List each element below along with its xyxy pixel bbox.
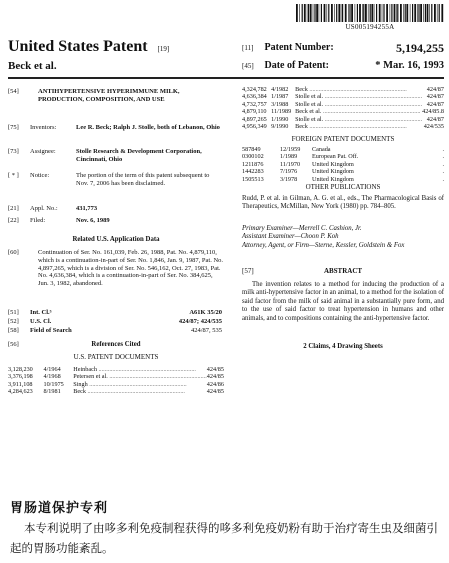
related-field [8, 249, 224, 303]
barcode-bar [319, 4, 320, 22]
us-reference-row [8, 381, 224, 388]
us-references-table-right [242, 86, 444, 130]
barcode-bar [348, 4, 349, 22]
us-reference-row-cell: 424/87 [426, 86, 444, 93]
us-reference-row-cell: 424/87 [426, 100, 444, 108]
barcode [296, 4, 444, 22]
foreign-references-table [242, 146, 444, 183]
foreign-reference-row-cell: 1/1989 [280, 153, 298, 161]
barcode-bar [363, 4, 364, 22]
barcode-bar [396, 4, 397, 22]
barcode-bar [382, 4, 383, 22]
barcode-bar [299, 4, 300, 22]
barcode-bar [307, 4, 308, 22]
barcode-bar [310, 4, 312, 22]
us-reference-row-cell: 8/1981 [43, 388, 61, 396]
foreign-reference-row-cell: . [442, 160, 444, 168]
us-patent-docs-heading: U.S. PATENT DOCUMENTS [73, 353, 159, 361]
filed-field [8, 217, 224, 226]
assignee-field [8, 148, 224, 166]
country-title-text: United States Patent [8, 38, 148, 55]
inventors-field [8, 124, 224, 142]
filed-code: [22] [8, 217, 19, 224]
us-reference-row-cell: Beck ..... [295, 86, 422, 93]
assignee-text: Stolle Research & Development Corporation, Cincinnati, Ohio [76, 148, 202, 163]
us-reference-row-cell: 424/85 [206, 388, 224, 396]
barcode-bar [434, 4, 436, 22]
barcode-bar [313, 4, 314, 22]
foreign-reference-row [242, 146, 444, 153]
barcode-bar [374, 4, 375, 22]
appl-no-code: [21] [8, 205, 19, 212]
barcode-bar [342, 4, 343, 22]
foreign-reference-row-cell: 1505513 [242, 175, 264, 183]
us-reference-row [8, 373, 224, 380]
barcode-bar [334, 4, 335, 22]
barcode-bar [412, 4, 413, 22]
barcode-bar [403, 4, 404, 22]
us-reference-row-cell: Beck ..... [73, 388, 207, 395]
foreign-reference-row-cell: 1442283 [242, 168, 264, 176]
document-number: US005194255A [345, 23, 395, 31]
us-reference-row-cell: 3/1988 [271, 100, 289, 108]
us-reference-row-cell: 3,376,198 [8, 373, 33, 381]
us-reference-row [242, 86, 444, 93]
foreign-reference-row-cell: 11/1970 [280, 160, 301, 168]
foreign-reference-row-cell: United Kingdom [312, 160, 354, 168]
filed-text: Nov. 6, 1989 [76, 217, 110, 224]
barcode-bar [351, 4, 353, 22]
barcode-bar [314, 4, 315, 22]
barcode-bar [397, 4, 398, 22]
barcode-bar [414, 4, 416, 22]
barcode-bar [376, 4, 377, 22]
barcode-bar [368, 4, 369, 22]
int-cl-value: A61K 35/20 [189, 309, 222, 316]
barcode-bar [355, 4, 356, 22]
barcode-bar [365, 4, 367, 22]
chinese-description: 本专利说明了由哆多利免疫制程获得的哆多利免疫奶粉有助于治疗寄生虫及细菌引起的胃肠功能紊乱。 [10, 521, 438, 555]
date-label: Date of Patent: [264, 60, 329, 71]
barcode-bar [390, 4, 391, 22]
barcode-bar [429, 4, 430, 22]
barcode-bar [336, 4, 337, 22]
patent-number-line [242, 42, 444, 53]
field-of-search [8, 327, 224, 336]
notice-code: [ * ] [8, 172, 19, 179]
barcode-bar [304, 4, 306, 22]
foreign-reference-row-cell: United Kingdom [312, 168, 354, 176]
foreign-reference-row-cell: 0300102 [242, 153, 264, 161]
us-reference-row-cell: 4/1964 [43, 366, 61, 373]
us-reference-row-cell: 9/1990 [271, 123, 289, 131]
us-reference-row-cell: 4/1982 [271, 86, 289, 93]
barcode-bar [427, 4, 429, 22]
patent-country-title [8, 38, 169, 56]
barcode-bar [439, 4, 440, 22]
attorney: Attorney, Agent, or Firm—Sterne, Kessler, Goldstein & Fox [242, 241, 405, 249]
us-reference-row-cell: 4,897,265 [242, 115, 267, 123]
references-heading: References Cited [91, 341, 141, 348]
field-of-search-label: Field of Search [30, 327, 72, 334]
us-reference-row-cell: Stolle et al. ..... [295, 93, 422, 100]
claims-line: 2 Claims, 4 Drawing Sheets [303, 343, 383, 350]
barcode-bar [379, 4, 381, 22]
barcode-bar [327, 4, 328, 22]
us-reference-row-cell: Stolle et al. ..... [295, 101, 422, 108]
barcode-bar [357, 4, 358, 22]
us-reference-row-cell: 4,636,384 [242, 93, 267, 101]
notice-text: The portion of the term of this patent subsequent to Nov. 7, 2006 has been disclaimed. [76, 172, 210, 187]
barcode-bar [331, 4, 333, 22]
foreign-reference-row-cell: United Kingdom [312, 175, 354, 183]
references-code: [56] [8, 341, 19, 348]
barcode-bar [394, 4, 396, 22]
us-reference-row-cell: 4,956,349 [242, 123, 267, 131]
us-reference-row-cell: Stolle et al. ..... [295, 116, 422, 123]
assignee-code: [73] [8, 148, 19, 155]
us-reference-row [8, 388, 224, 395]
assistant-examiner: Assistant Examiner—Choon P. Koh [242, 233, 339, 241]
int-cl-label: Int. Cl.⁵ [30, 309, 52, 316]
barcode-bar [345, 4, 347, 22]
other-publications-text: Rudd, P. et al. in Gilman, A. G. et al., eds., The Pharmacological Basis of Therapeutics, McMillan, New York (1980) pp. 784–805. [242, 195, 444, 211]
foreign-reference-row-cell: Canada [312, 146, 331, 153]
foreign-reference-row-cell: 7/1976 [280, 168, 298, 176]
us-reference-row-cell: 4,324,782 [242, 86, 267, 93]
barcode-bar [441, 4, 443, 22]
barcode-bar [338, 4, 340, 22]
barcode-bar [308, 4, 309, 22]
us-reference-row [242, 116, 444, 123]
barcode-bar [406, 4, 408, 22]
us-references-table-left [8, 366, 224, 396]
us-reference-row [242, 93, 444, 100]
title-code: [54] [8, 88, 19, 95]
foreign-reference-row [242, 153, 444, 160]
int-cl-code: [51] [8, 309, 19, 316]
us-reference-row-cell: 424/86 [206, 380, 224, 388]
us-reference-row-cell: 4,284,623 [8, 388, 33, 396]
inventors-code: [75] [8, 124, 19, 131]
assignee-label: Assignee: [30, 148, 56, 155]
header-divider [8, 77, 444, 79]
barcode-bar [328, 4, 329, 22]
patent-number-code: [11] [242, 44, 254, 52]
us-reference-row-cell: 4/1968 [43, 373, 61, 381]
chinese-title: 胃肠道保护专利 [10, 501, 109, 516]
barcode-bar [296, 4, 298, 22]
barcode-bar [316, 4, 318, 22]
us-reference-row-cell: 1/1987 [271, 93, 289, 101]
barcode-bar [302, 4, 303, 22]
foreign-reference-row-cell: . [442, 175, 444, 183]
int-cl-field [8, 309, 224, 318]
us-reference-row [242, 108, 444, 115]
us-reference-row-cell: Singh ..... [73, 381, 207, 388]
patent-number-label: Patent Number: [264, 42, 334, 53]
barcode-bar [425, 4, 426, 22]
us-reference-row-cell: 3,911,108 [8, 380, 33, 388]
us-cl-field [8, 318, 224, 327]
us-cl-label: U.S. Cl. [30, 318, 52, 325]
abstract-header [242, 268, 444, 276]
barcode-bar [423, 4, 424, 22]
us-cl-value: 424/87; 424/535 [178, 318, 222, 325]
notice-field [8, 172, 224, 198]
barcode-bar [341, 4, 342, 22]
us-reference-row-cell: 424/85 [206, 373, 224, 381]
us-cl-code: [52] [8, 318, 19, 325]
barcode-bar [324, 4, 326, 22]
us-reference-row-cell: 424/85.8 [422, 108, 444, 116]
related-heading: Related U.S. Application Data [72, 236, 160, 243]
examiners-block [242, 225, 444, 250]
field-of-search-value: 424/87, 535 [190, 327, 222, 334]
title-text: ANTIHYPERTENSIVE HYPERIMMUNE MILK, PRODUCTION, COMPOSITION, AND USE [38, 88, 180, 103]
date-code: [45] [242, 62, 254, 70]
us-reference-row-cell: 10/1975 [43, 380, 64, 388]
field-of-search-code: [58] [8, 327, 19, 334]
foreign-reference-row [242, 176, 444, 183]
barcode-bar [386, 4, 388, 22]
foreign-reference-row-cell: 587849 [242, 146, 261, 153]
barcode-bar [362, 4, 363, 22]
foreign-heading: FOREIGN PATENT DOCUMENTS [291, 135, 395, 143]
foreign-reference-row-cell: European Pat. Off. [312, 153, 359, 161]
foreign-reference-row-cell: 3/1978 [280, 175, 298, 183]
us-reference-row-cell: Beck et al. ..... [295, 108, 422, 115]
us-reference-row-cell: 4,879,110 [242, 108, 267, 116]
us-reference-row-cell: 1/1990 [271, 115, 289, 123]
barcode-bar [405, 4, 406, 22]
us-reference-row-cell: 424/87 [426, 115, 444, 123]
primary-examiner: Primary Examiner—Merrell C. Cashion, Jr. [242, 225, 362, 232]
us-reference-row-cell: 11/1989 [271, 108, 292, 116]
us-reference-row-cell: Beck ..... [295, 123, 422, 130]
other-publications-heading: OTHER PUBLICATIONS [305, 183, 381, 191]
title-field [8, 88, 224, 118]
foreign-reference-row-cell: 1211876 [242, 160, 264, 168]
us-reference-row-cell: 4,732,757 [242, 100, 267, 108]
barcode-bar [431, 4, 432, 22]
barcode-bar [417, 4, 418, 22]
barcode-bar [321, 4, 322, 22]
barcode-bar [370, 4, 371, 22]
us-reference-row-cell: 3,128,230 [8, 366, 33, 373]
barcode-bar [383, 4, 384, 22]
related-code: [60] [8, 249, 19, 256]
inventors-text: Lee R. Beck; Ralph J. Stolle, both of Lebanon, Ohio [76, 124, 220, 131]
barcode-bar [349, 4, 350, 22]
barcode-bar [437, 4, 438, 22]
notice-label: Notice: [30, 172, 50, 179]
author-line: Beck et al. [8, 60, 57, 72]
us-reference-row [242, 101, 444, 108]
us-reference-row [242, 123, 444, 130]
references-field [8, 341, 224, 350]
foreign-reference-row-cell: . [442, 168, 444, 176]
foreign-reference-row-cell: . [442, 153, 444, 161]
abstract-text: The invention relates to a method for inducing the production of a milk anti-hypertensive factor in an animal, to a method for the isolation of said factor from the milk of said animal in a substantially pure form, and to the use of said factor to treat hypertension in humans and other animals, and to compositions containing the anti-hypertensive factor. [242, 281, 444, 322]
us-reference-row-cell: 424/85 [206, 366, 224, 373]
appl-no-field [8, 205, 224, 214]
barcode-bar [418, 4, 419, 22]
abstract-code: [57] [242, 267, 254, 275]
appl-no-label: Appl. No.: [30, 205, 58, 212]
us-reference-row [8, 366, 224, 373]
us-reference-row-cell: Petersen et al. ..... [73, 373, 207, 380]
appl-no-text: 431,773 [76, 205, 98, 212]
filed-label: Filed: [30, 217, 46, 224]
us-reference-row-cell: Heinbach ..... [73, 366, 207, 373]
date-line [242, 60, 444, 71]
barcode-bar [391, 4, 392, 22]
barcode-bar [400, 4, 402, 22]
country-code: [19] [157, 45, 170, 53]
abstract-heading: ABSTRACT [323, 267, 363, 275]
inventors-label: Inventors: [30, 124, 57, 131]
related-text: Continuation of Ser. No. 161,039, Feb. 26, 1988, Pat. No. 4,879,110, which is a continuation-in-part of Ser. No. 1,846, Jan. 9, 1987, Pat. No. 4,897,265, which is a division of Ser. No. 546,162, Oct. 27, 1983, Pat. No. 4,636,384, which is a continuation-in-part of Ser. No. 384,625, Jun. 3, 1982, abandoned. [38, 249, 224, 288]
barcode-bar [371, 4, 373, 22]
us-reference-row-cell: 424/535 [423, 123, 444, 131]
foreign-reference-row-cell: . [442, 146, 444, 153]
foreign-reference-row [242, 161, 444, 168]
barcode-bar [410, 4, 411, 22]
us-reference-row-cell: 424/87 [426, 93, 444, 101]
barcode-bar [359, 4, 361, 22]
patent-number: 5,194,255 [396, 41, 444, 55]
date-value: * Mar. 16, 1993 [375, 60, 444, 71]
barcode-bar [420, 4, 422, 22]
foreign-reference-row [242, 168, 444, 175]
foreign-reference-row-cell: 12/1959 [280, 146, 301, 153]
